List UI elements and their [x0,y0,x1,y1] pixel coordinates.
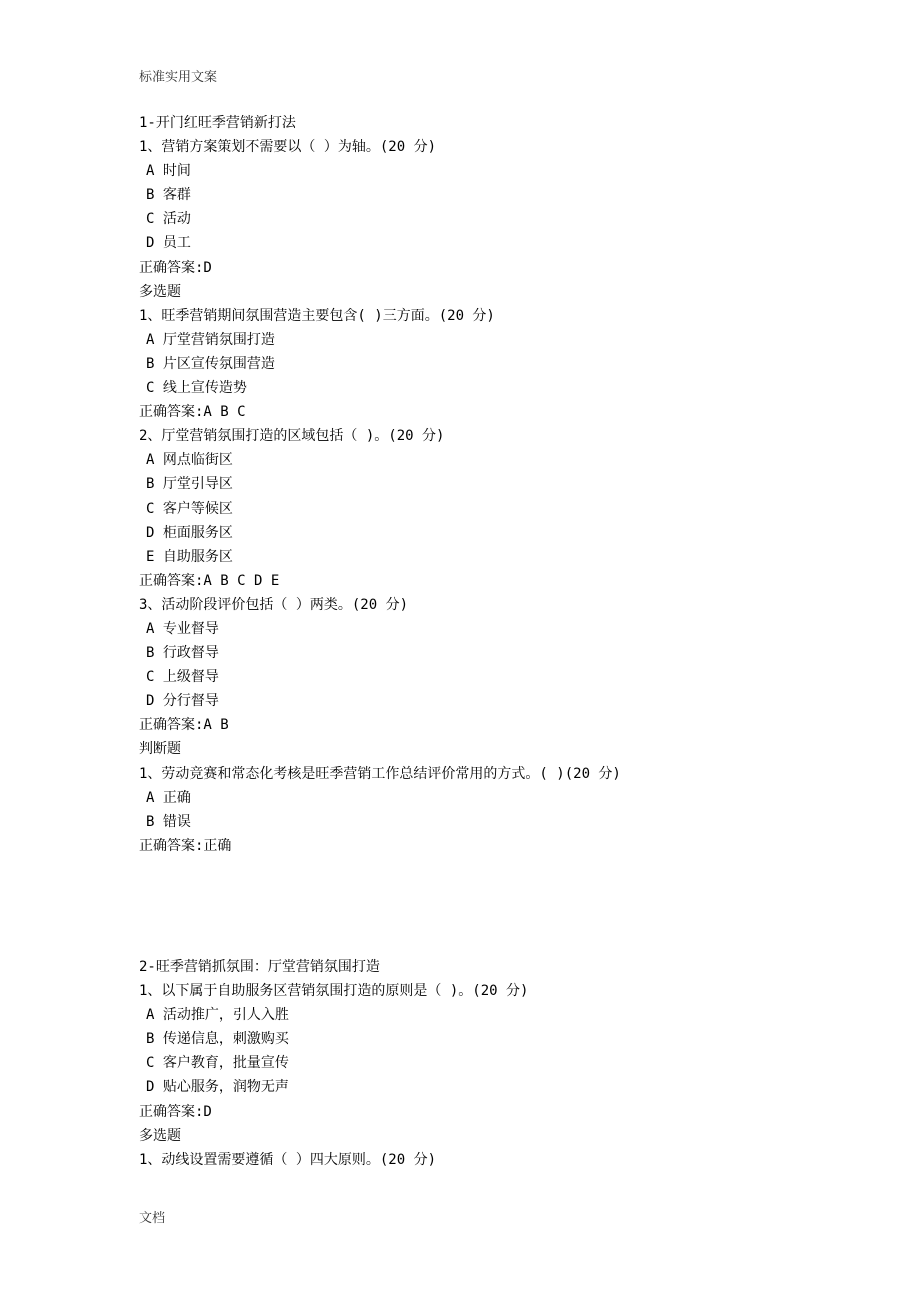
answer: 正确答案:D [139,259,212,276]
question: 2、厅堂营销氛围打造的区域包括（ )。(20 分) [139,428,445,445]
question-type-label: 多选题 [139,283,181,300]
option: A 网点临街区 [146,452,233,469]
question: 3、活动阶段评价包括（ ）两类。(20 分) [139,596,409,613]
option: C 客户等候区 [146,500,233,517]
option: C 线上宣传造势 [146,380,247,397]
option: B 片区宣传氛围营造 [146,355,275,372]
question: 1、营销方案策划不需要以（ ）为轴。(20 分) [139,139,436,156]
answer: 正确答案:A B C D E [139,572,280,589]
question: 1、以下属于自助服务区营销氛围打造的原则是（ )。(20 分) [139,983,529,1000]
page-footer: 文档 [139,1211,166,1226]
answer: 正确答案:A B [139,717,229,734]
option: B 行政督导 [146,645,219,662]
section-title: 1-开门红旺季营销新打法 [139,115,296,131]
answer: 正确答案:D [139,1103,212,1120]
option: D 贴心服务，润物无声 [146,1079,289,1096]
option: B 错误 [146,813,191,830]
quiz-section-1 [139,111,859,858]
quiz-section-2 [139,955,859,1172]
option: A 活动推广，引人入胜 [146,1007,289,1024]
page-header: 标准实用文案 [139,70,218,85]
option: C 上级督导 [146,669,219,686]
answer: 正确答案:正确 [139,837,232,854]
option: D 员工 [146,235,191,252]
option: A 专业督导 [146,620,219,637]
question: 1、劳动竞赛和常态化考核是旺季营销工作总结评价常用的方式。( )(20 分) [139,765,621,782]
option: E 自助服务区 [146,548,233,565]
option: B 传递信息，刺激购买 [146,1031,289,1048]
question-type-label: 判断题 [139,741,181,758]
option: A 正确 [146,789,191,806]
section-title: 2-旺季营销抓氛围：厅堂营销氛围打造 [139,959,380,975]
option: C 活动 [146,211,191,228]
option: A 时间 [146,163,191,180]
option: D 分行督导 [146,693,219,710]
answer: 正确答案:A B C [139,404,246,421]
question-type-label: 多选题 [139,1127,181,1144]
option: A 厅堂营销氛围打造 [146,331,275,348]
option: C 客户教育，批量宣传 [146,1055,289,1072]
option: B 厅堂引导区 [146,476,233,493]
question: 1、动线设置需要遵循（ ）四大原则。(20 分) [139,1151,436,1168]
question: 1、旺季营销期间氛围营造主要包含( )三方面。(20 分) [139,307,495,324]
option: B 客群 [146,187,191,204]
option: D 柜面服务区 [146,524,233,541]
